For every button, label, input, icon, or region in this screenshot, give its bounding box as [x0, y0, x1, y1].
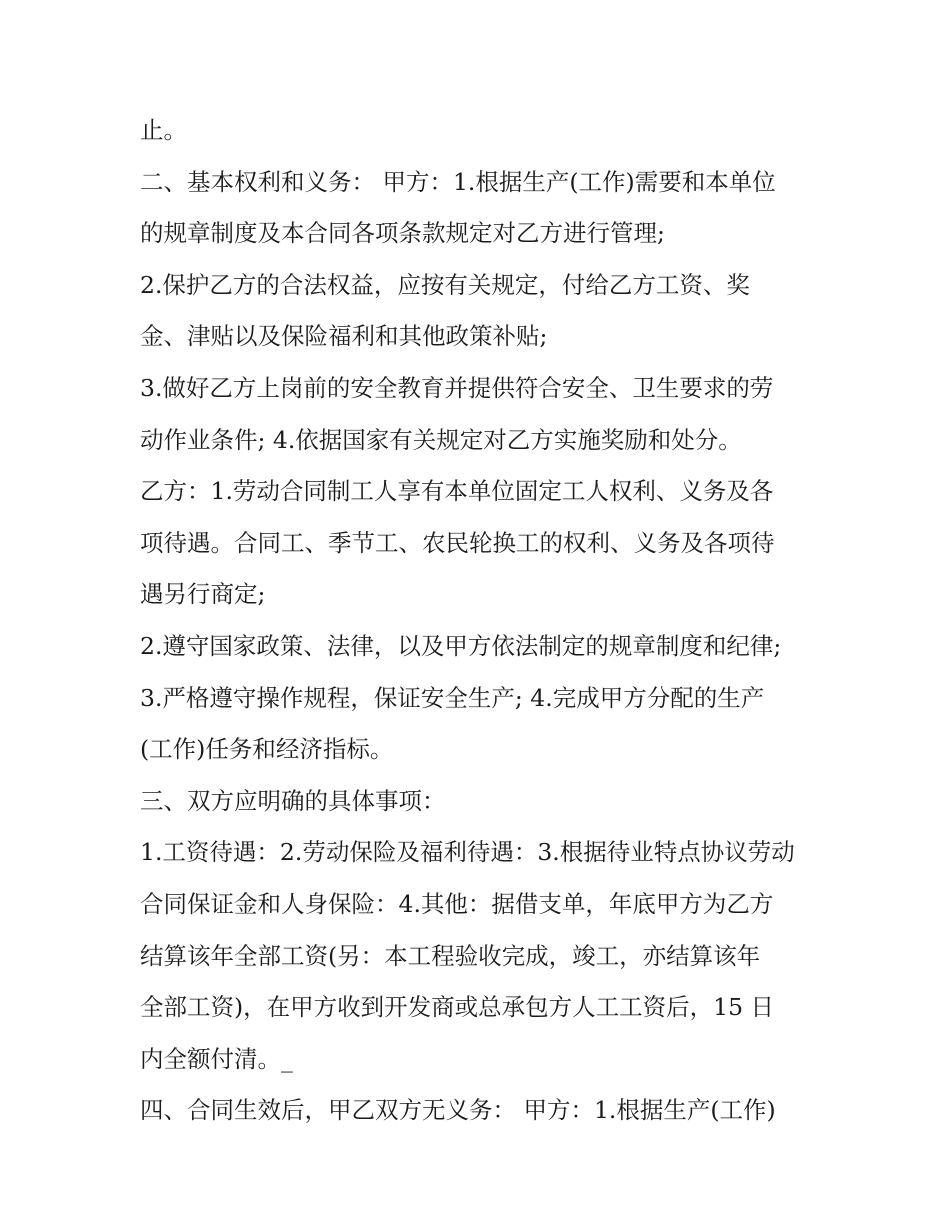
text-line: (工作)任务和经济指标。	[140, 735, 394, 764]
text-line: 全部工资)，在甲方收到开发商或总承包方人工工资后，15 日	[140, 993, 775, 1022]
text-line: 3.严格遵守操作规程，保证安全生产; 4.完成甲方分配的生产	[140, 683, 765, 712]
text-line: 四、合同生效后，甲乙双方无义务： 甲方：1.根据生产(工作)	[140, 1096, 776, 1125]
text-line: 乙方：1.劳动合同制工人享有本单位固定工人权利、义务及各	[140, 477, 774, 506]
text-line: 的规章制度及本合同各项条款规定对乙方进行管理;	[140, 219, 665, 248]
text-line: 3.做好乙方上岗前的安全教育并提供符合安全、卫生要求的劳	[140, 373, 774, 402]
text-line: 2.遵守国家政策、法律，以及甲方依法制定的规章制度和纪律;	[140, 631, 782, 660]
text-line: 项待遇。合同工、季节工、农民轮换工的权利、义务及各项待	[140, 528, 775, 557]
text-line: 结算该年全部工资(另：本工程验收完成，竣工，亦结算该年	[140, 941, 761, 970]
text-line: 2.保护乙方的合法权益，应按有关规定，付给乙方工资、奖	[140, 270, 750, 299]
text-line: 二、基本权利和义务： 甲方：1.根据生产(工作)需要和本单位	[140, 167, 776, 196]
text-line: 金、津贴以及保险福利和其他政策补贴;	[140, 322, 548, 351]
text-line: 三、双方应明确的具体事项：	[140, 786, 446, 815]
text-line: 内全额付清。_	[140, 1044, 293, 1073]
text-line: 动作业条件; 4.依据国家有关规定对乙方实施奖励和处分。	[140, 425, 742, 454]
text-line: 遇另行商定;	[140, 580, 266, 609]
text-line: 合同保证金和人身保险：4.其他：据借支单，年底甲方为乙方	[140, 889, 774, 918]
text-line: 止。	[140, 116, 187, 144]
text-line: 1.工资待遇：2.劳动保险及福利待遇：3.根据待业特点协议劳动	[140, 838, 795, 867]
document-body	[140, 105, 830, 1137]
